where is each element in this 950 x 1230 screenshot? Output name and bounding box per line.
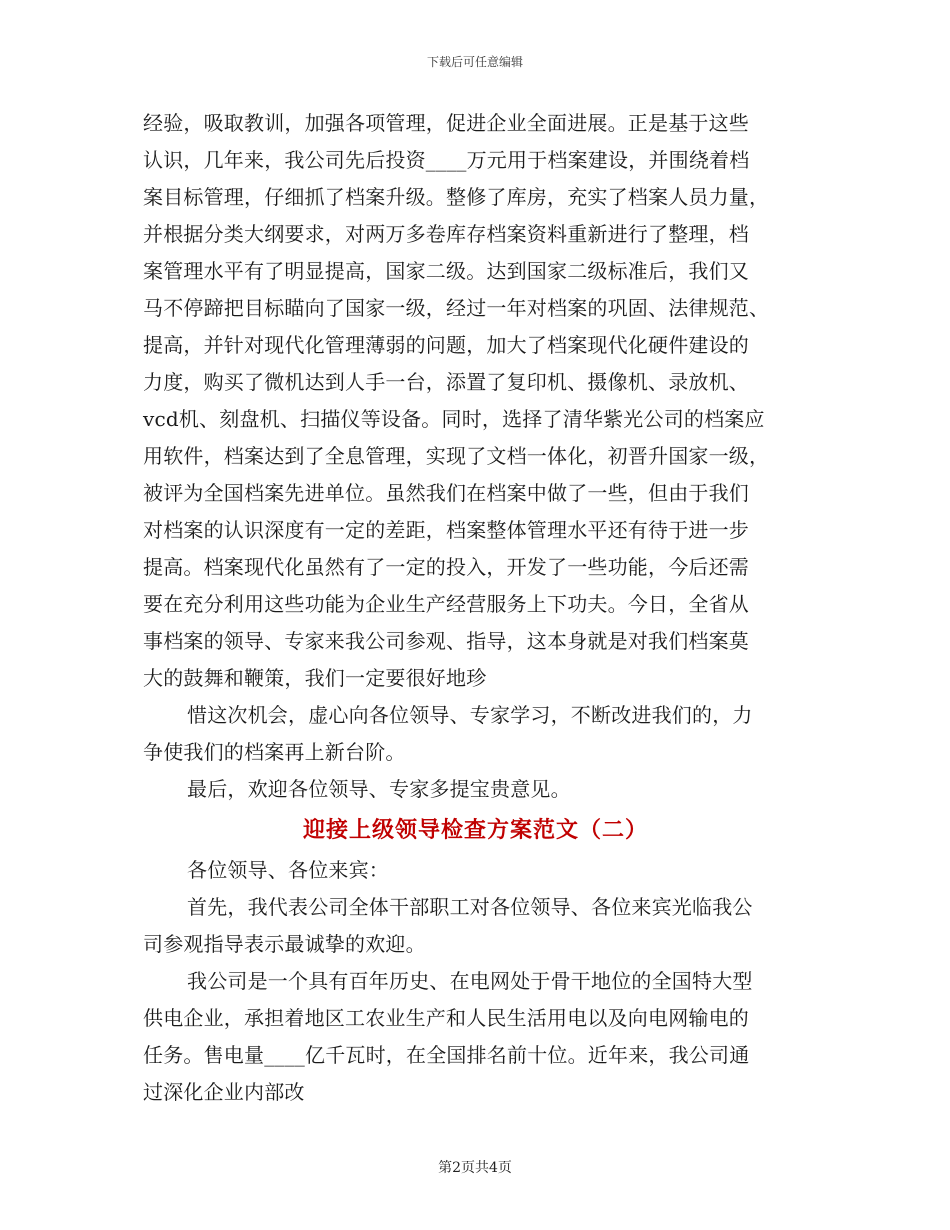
- paragraph-line: vcd机、刻盘机、扫描仪等设备。同时，选择了清华紫光公司的档案应: [143, 407, 765, 431]
- section-title: 迎接上级领导检查方案范文（二）: [302, 817, 648, 843]
- paragraph-line: 争使我们的档案再上新台阶。: [143, 740, 406, 764]
- paragraph-line: 被评为全国档案先进单位。虽然我们在档案中做了一些，但由于我们: [143, 481, 749, 505]
- paragraph-line: 要在充分利用这些功能为企业生产经营服务上下功夫。今日，全省从: [143, 592, 749, 616]
- paragraph-line: 首先，我代表公司全体干部职工对各位领导、各位来宾光临我公: [187, 895, 753, 919]
- page-header: 下载后可任意编辑: [426, 55, 523, 69]
- paragraph-line: 最后，欢迎各位领导、专家多提宝贵意见。: [187, 777, 571, 801]
- paragraph-line: 马不停蹄把目标瞄向了国家一级，经过一年对档案的巩固、法律规范、: [143, 296, 770, 320]
- paragraph-line: 案目标管理，仔细抓了档案升级。整修了库房，充实了档案人员力量，: [143, 185, 770, 209]
- paragraph-line: 案管理水平有了明显提高，国家二级。达到国家二级标准后，我们又: [143, 259, 749, 283]
- paragraph-line: 并根据分类大纲要求，对两万多卷库存档案资料重新进行了整理，档: [143, 222, 749, 246]
- paragraph-line: 各位领导、各位来宾：: [187, 858, 389, 882]
- paragraph-line: 提高，并针对现代化管理薄弱的问题，加大了档案现代化硬件建设的: [143, 333, 749, 357]
- page-footer: 第2页共4页: [438, 1160, 512, 1176]
- paragraph-line: 任务。售电量____亿千瓦时，在全国排名前十位。近年来，我公司通: [143, 1043, 750, 1067]
- paragraph-line: 我公司是一个具有百年历史、在电网处于骨干地位的全国特大型: [187, 969, 753, 993]
- paragraph-line: 惜这次机会，虚心向各位领导、专家学习，不断改进我们的，力: [187, 703, 753, 727]
- paragraph-line: 力度，购买了微机达到人手一台，添置了复印机、摄像机、录放机、: [143, 370, 749, 394]
- paragraph-line: 大的鼓舞和鞭策，我们一定要很好地珍: [143, 666, 487, 690]
- paragraph-line: 事档案的领导、专家来我公司参观、指导，这本身就是对我们档案莫: [143, 629, 749, 653]
- paragraph-line: 提高。档案现代化虽然有了一定的投入，开发了一些功能，今后还需: [143, 555, 749, 579]
- paragraph-line: 经验，吸取教训，加强各项管理，促进企业全面进展。正是基于这些: [143, 111, 749, 135]
- document-body: [143, 105, 808, 1111]
- paragraph-line: 对档案的认识深度有一定的差距，档案整体管理水平还有待于进一步: [143, 518, 749, 542]
- paragraph-line: 供电企业，承担着地区工农业生产和人民生活用电以及向电网输电的: [143, 1006, 749, 1030]
- paragraph-line: 认识，几年来，我公司先后投资____万元用于档案建设，并围绕着档: [143, 148, 750, 172]
- paragraph-line: 过深化企业内部改: [143, 1080, 305, 1104]
- paragraph-line: 用软件，档案达到了全息管理，实现了文档一体化，初晋升国家一级，: [143, 444, 770, 468]
- paragraph-line: 司参观指导表示最诚挚的欢迎。: [143, 932, 426, 956]
